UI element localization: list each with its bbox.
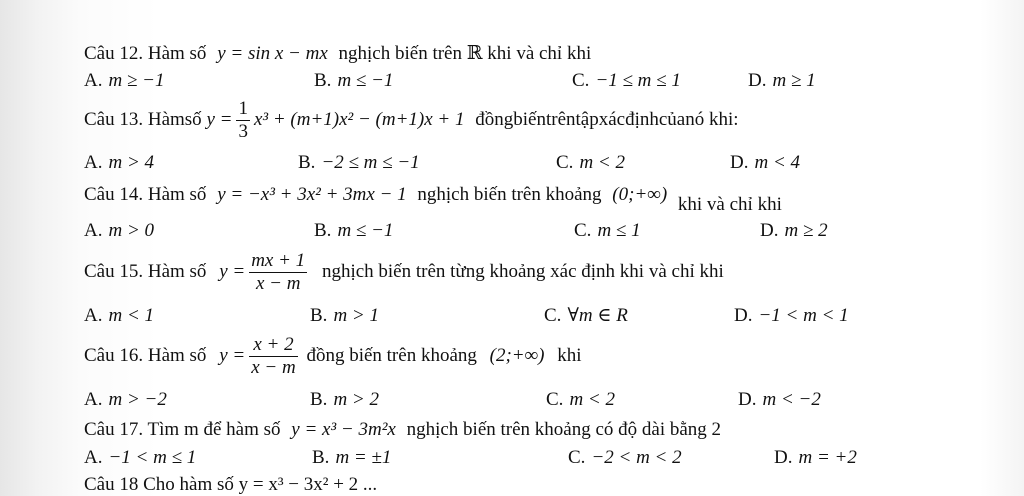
option-d: D. m ≥ 1 [748, 70, 816, 91]
question-formula: y = sin x − mx [217, 43, 328, 64]
option-d: D. −1 < m < 1 [734, 305, 849, 326]
option-c: C. m < 2 [556, 152, 625, 173]
question-text: nghịch biến trên khoảng có độ dài bằng 2 [406, 419, 722, 440]
question-label: Câu 14. [84, 184, 144, 205]
question-15 [84, 250, 724, 295]
question-label: Câu 16. [84, 344, 144, 366]
question-interval: (2;+∞) [489, 344, 545, 366]
question-17 [84, 419, 721, 441]
question-text: khi [557, 344, 582, 366]
option-a: A. m ≥ −1 [84, 70, 165, 91]
question-label: Câu 13. [84, 108, 144, 130]
question-formula-prefix: y = [206, 108, 233, 130]
option-c: C. −1 ≤ m ≤ 1 [572, 70, 681, 91]
question-formula: y = −x³ + 3x² + 3mx − 1 [217, 184, 407, 205]
option-c: C. m ≤ 1 [574, 220, 641, 241]
option-b: B. m ≤ −1 [314, 220, 394, 241]
question-text: Hàm số [147, 184, 207, 205]
option-b: B. m > 1 [310, 305, 379, 326]
fraction: $\frac{1}{3}$ [238, 98, 248, 142]
question-text: Hàmsố [147, 108, 202, 130]
option-c: C. ∀m ∈ R [544, 305, 628, 326]
question-label: Câu 12. [84, 43, 144, 64]
question-text: Hàm số [147, 260, 207, 282]
cut-off-line: Câu 18 Cho hàm số y = x³ − 3x² + 2 ... [84, 474, 378, 495]
option-d: D. m ≥ 2 [760, 220, 828, 241]
question-formula-prefix: y = [219, 344, 246, 366]
option-a: A. m > −2 [84, 389, 167, 410]
fraction: $\frac{mx + 1}{x - m}$ [251, 250, 306, 294]
question-text: nghịch biến trên từng khoảng xác định khi và chỉ khi [321, 260, 724, 282]
question-formula-prefix: y = [219, 260, 246, 282]
question-text: Hàm số [147, 43, 207, 64]
question-formula: x³ + (m+1)x² − (m+1)x + 1 [253, 108, 465, 130]
question-text: nghịch biến trên khoảng [417, 184, 602, 205]
question-12 [84, 43, 591, 65]
option-b: B. m > 2 [310, 389, 379, 410]
question-interval: (0;+∞) [612, 184, 668, 205]
option-d: D. m < 4 [730, 152, 801, 173]
option-a: A. m > 4 [84, 152, 155, 173]
option-d: D. m < −2 [738, 389, 821, 410]
option-a: A. m > 0 [84, 220, 155, 241]
option-b: B. m = ±1 [312, 447, 392, 468]
question-text: nghịch biến trên ℝ khi và chỉ khi [338, 43, 592, 64]
option-c: C. −2 < m < 2 [568, 447, 682, 468]
question-label: Câu 15. [84, 260, 144, 282]
question-16 [84, 334, 582, 379]
question-text: Tìm m để hàm số [147, 419, 281, 440]
question-14 [84, 184, 782, 215]
option-b: B. −2 ≤ m ≤ −1 [298, 152, 420, 173]
option-a: A. −1 < m ≤ 1 [84, 447, 197, 468]
question-text: đồngbiếntrêntậpxácđịnhcủanó khi: [475, 108, 739, 130]
question-13 [84, 98, 739, 143]
question-text: đồng biến trên khoảng [306, 344, 477, 366]
option-c: C. m < 2 [546, 389, 615, 410]
question-formula: y = x³ − 3m²x [291, 419, 396, 440]
option-a: A. m < 1 [84, 305, 155, 326]
option-b: B. m ≤ −1 [314, 70, 394, 91]
fraction: $\frac{x + 2}{x - m}$ [251, 334, 296, 378]
question-text: khi và chỉ khi [677, 194, 782, 215]
question-label: Câu 17. [84, 419, 144, 440]
option-d: D. m = +2 [774, 447, 857, 468]
question-text: Hàm số [147, 344, 207, 366]
